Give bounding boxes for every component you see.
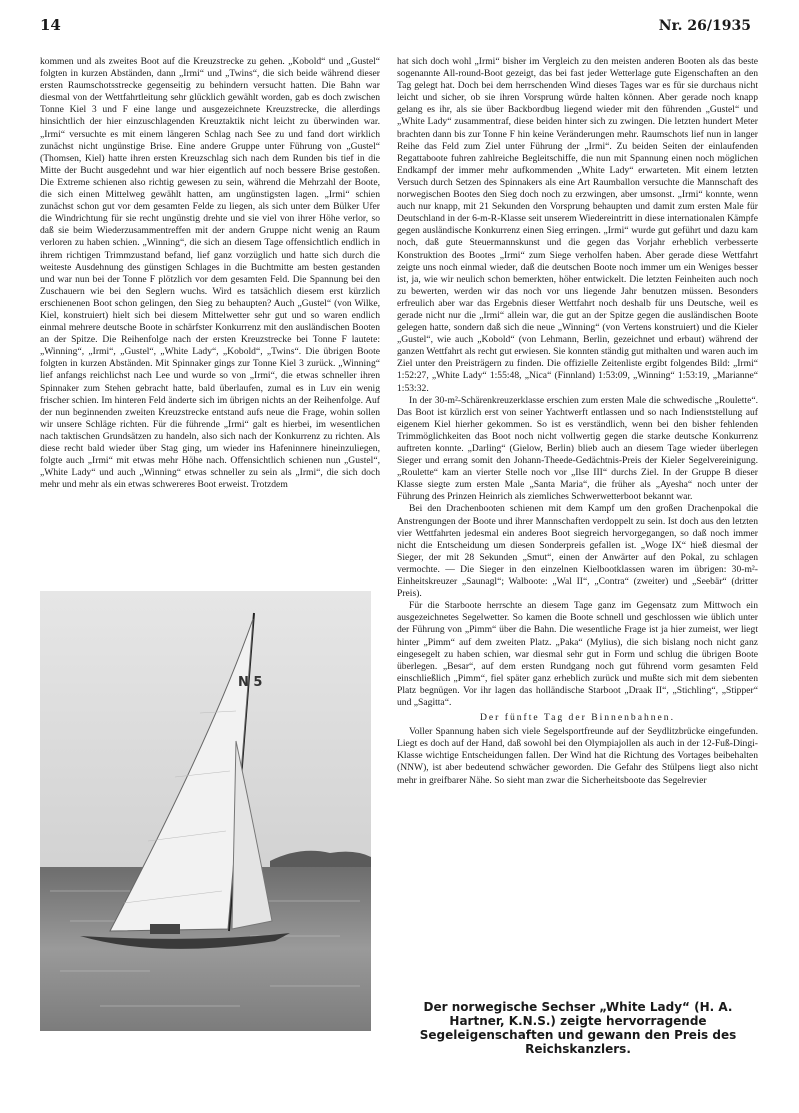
paragraph: hat sich doch wohl „Irmi“ bisher im Vergleich zu den meisten anderen Booten als das beste sogenannte All-round-Boot gezeigt, das bei fast jeder Wetterlage gute Eigenschaften an den Tag gelegt hat. Doch bei dem herrschenden Wind dieses Tages war es für sie durchaus nicht leicht und sicher, ob sie ihren Vorsprung würde halten können. Aber gerade noch knapp gelang es ihr, als sie über Backbordbug liegend wieder mit den führenden „Gustel“ und „White Lady“ zusammentraf, diese beiden hinter sich zu zwingen. Die letzten hundert Meter brachten dann bis zur Tonne F hin keine Veränderungen mehr. Raumschots lief nun in langer Reihe das Feld zum Ziel unter Führung der „Irmi“. Zu beiden Seiten der einlaufenden Regattaboote fuhren zahlreiche Begleitschiffe, die nun mit Spannung einen noch möglichen Endkampf der immer mehr aufkommenden „White Lady“ erwarteten. Mit einem letzten Versuch durch Setzen des Spinnakers als eine Art Raumballon versuchte die Mannschaft des norwegischen Bootes den Sieg doch noch zu erzwingen, aber umsonst. „Irmi“ konnte, wenn auch nur knapp, mit 21 Sekunden den Vorsprung behaupten und damit zum ersten Male für Deutschland in der 6-m-R-Klasse seit unserem Wiedereintritt in diese internationalen Kämpfe gegen ausländische Konkurrenz einen Sieg erringen. „Irmi“ wurde gut geführt und dazu kam noch, daß gute Steuermannskunst und die gegen das Vorjahr erheblich verbesserte Konstruktion des Bootes „Irmi“ zum Siege verholfen haben. Aber gerade diese Wettfahrt zeigte uns noch einmal wieder, daß die deutschen Boote noch immer um ein Weniges besser ist, ja, wie wir neulich schon bemerkten, höher entwickelt. Die letzten Feinheiten auch noch zu bewerten, werden wir das noch vor uns liegende Jahr benutzen müssen. Besonders erfreulich aber war das Ergebnis dieser Wettfahrt noch deshalb für uns Deutsche, weil es gerade nicht nur die „Irmi“ allein war, die gut an der Spitze gegen die ausländischen Boote gelegen hatte, sondern daß sich die neue „Winning“ (von Vertens konstruiert) und die Kieler „Gustel“, wie auch „Kobold“ (von Lehmann, Berlin, gezeichnet und erbaut) während der ganzen Wettfahrt als recht gut erwiesen. Sie konnten ständig gut mithalten und waren auch im Ziel unter den Preisträgern zu finden. Die offizielle Zeitenliste ergibt folgendes Bild: „Irmi“ 1:52:27, „White Lady“ 1:55:48, „Nica“ (Finnland) 1:53:09, „Winning“ 1:53:19, „Marianne“ 1:53:32. — [397, 56, 758, 394]
left-column — [40, 56, 380, 491]
paragraph: Für die Starboote herrschte an diesem Tage ganz im Gegensatz zum Mittwoch ein ausgezeichnetes Segelwetter. So kamen die Boote schnell und geschlossen wie üblich unter der Führung von „Pimm“ über die Bahn. Die wesentliche Frage ist ja hier zumeist, wer liegt hinter „Pimm“ auf dem zweiten Platz. „Paka“ (Mylius), die sich bislang noch nicht ganz eingesegelt zu haben schien, war diesmal sehr gut in Form und schlug die übrigen Boote überlegen. „Besar“, auf dem ersten Rundgang noch gut führend vorm gesamten Feld einschließlich „Pimm“, fiel später ganz erheblich zurück und mußte sich mit dem siebenten Platz begnügen. Vor ihr lagen das holländische Starboot „Draak II“, „Stichling“, „Stipper“ und „Sagitta“. — [397, 600, 758, 708]
section-heading: Der fünfte Tag der Binnenbahnen. — [479, 712, 676, 724]
paragraph: kommen und als zweites Boot auf die Kreuzstrecke zu gehen. „Kobold“ und „Gustel“ folgten in kurzen Abständen, dann „Irmi“ und „Twins“, die sich beide während dieser ersten Raumschotsstrecke gegenseitig zu behindern versucht hatten. Die Bahn war diesmal von der Wettfahrtleitung sehr glücklich gewählt worden, gab es doch zwischen Tonne Kiel 3 und F eine lange und ausgezeichnete Kreuzstrecke, die allerdings hinsichtlich der hier einzuschlagenden Kreuztaktik nicht leicht zu überwinden war. „Irmi“ versuchte es mit einem längeren Schlag nach See zu und fand dort wirklich zunächst nicht ungünstige Brise. Eine andere Gruppe unter Führung von „Gustel“ (Thomsen, Kiel) hatte ihren ersten Kreuzschlag sich nach dem Runden bis tief in die Mitte der Bucht ausgedehnt und war hier eigentlich auf noch bessere Brise gestoßen. Die Extreme schienen also richtig gewesen zu sein, während die Mehrzahl der Boote, die sich einen Mittelweg gewählt hatten, am ungünstigsten lagen. „Irmi“ schien zunächst schon gut vor dem gesamten Felde zu liegen, als sich unter dem Bülker Ufer die Windrichtung für sie recht ungünstig drehte und sie viel von ihrer Höhe verlor, so daß sie beim Wiederzusammentreffen mit der andern Gruppe nicht wenig an Raum verloren zu haben schien. „Winning“, die sich an diesem Tage offensichtlich endlich in ihrem richtigen Trimmzustand befand, lief ganz vorzüglich und hatte sich durch die weiteste Ausdehnung des günstigen Schlages in die Buchtmitte am besten gestanden und war nun bei der Tonne F plötzlich vor dem gesamten Feld. Die Spannung bei den Zuschauern wie bei den Seglern wuchs. Wird es tatsächlich diesem erst kürzlich erschienenen Boot schon gelingen, den Sieg zu behaupten? Auch „Gustel“ (von Wilke, Kiel, konstruiert) hielt sich bei diesem Mittelwetter sehr gut und so waren endlich einmal mehrere deutsche Boote in schärfster Konkurrenz mit den ausländischen Booten an der Spitze. Die Reihenfolge nach der ersten Kreuzstrecke bei Tonne F lautete: „Winning“, „Irmi“, „Gustel“, „White Lady“, „Kobold“, „Twins“. Die übrigen Boote folgten in kurzen Abständen. Mit Spinnaker gings zur Tonne Kiel 3 zurück. „Winning“ lief anfangs reichlichst nach Lee und wurde so von „Irmi“, die etwas schneller ihren Spinnaker zum Stehen gebracht hatte, bald überlaufen, zumal es in Luv ein wenig frischer schien. Im hinteren Feld änderte sich im übrigen nichts an der Reihenfolge. Auf der nun beginnenden zweiten Kreuzstrecke entstand aufs neue die Frage, wohin sollen wir unsere Schläge richten. Für die führende „Irmi“ galt es hierbei, im wesentlichen nach taktischen Grundsätzen zu handeln, also sich nach der Konkurrenz zu richten. Als diese recht bald wieder über Stag ging, um wieder ins Hafeninnere hineinzuliegen, folgte auch „Irmi“ mit etwas mehr Höhe nach. Offensichtlich schienen nun „Gustel“, „White Lady“ und auch „Winning“ etwas schneller zu sein als „Irmi“, die sich doch mehr und mehr als ein etwas schwereres Boot erweist. Trotzdem — [40, 56, 380, 491]
photo-caption: Der norwegische Sechser „White Lady“ (H. A. Hartner, K.N.S.) zeigte hervorragende Segeleigenschaften und gewann den Preis des Reichskanzlers. — [419, 1000, 737, 1056]
paragraph: Bei den Drachenbooten schienen mit dem Kampf um den großen Drachenpokal die Anstrengungen der Boote und ihrer Mannschaften verdoppelt zu sein. Ist doch aus den letzten vier Wettfahrten jedesmal ein anderes Boot siegreich hervorgegangen, so daß noch immer nicht die Entscheidung um diesen Sonderpreis gefallen ist. „Woge IX“ hieß diesmal der Sieger, der mit 28 Sekunden „Smut“, einen der Anwärter auf den Pokal, zu schlagen vermochte. — Die Sieger in den einzelnen Kielbootklassen waren im übrigen: 30-m²-Einheitskreuzer „Saunagl“; Walboote: „Wal II“, „Contra“ (zweiter) und „Seebär“ (dritter Preis). — [397, 503, 758, 600]
sailboat-photo — [40, 591, 371, 1031]
paragraph: Voller Spannung haben sich viele Segelsportfreunde auf der Seydlitzbrücke eingefunden. Liegt es doch auf der Hand, daß sowohl bei den Olympiajollen als auch in der 12-Fuß-Dingi-Klasse wichtige Entscheidungen fallen. Der Wind hat die Richtung des Vortages beibehalten (NNW), ist aber bedeutend schwächer geworden. Die Gefahr des Stülpens liegt also nicht mehr in greifbarer Nähe. So sieht man zwar die Sicherheitsboote das Segelrevier — [397, 726, 758, 786]
issue-number: Nr. 26/1935 — [658, 18, 751, 34]
right-column — [397, 56, 758, 787]
page-number: 14 — [40, 16, 61, 34]
paragraph: In der 30-m²-Schärenkreuzerklasse erschien zum ersten Male die schwedische „Roulette“. Das Boot ist kürzlich erst von seiner Yachtwerft entlassen und so nach Indienststellung auf eigenem Kiel hierher gekommen. So ist es verständlich, wenn bei den bisher fehlenden Trimmöglichkeiten das Boot noch nicht vollwertig gegen die starke deutsche Konkurrenz auftreten konnte. „Darling“ (Gielow, Berlin) blieb auch an diesem Tage wieder überlegen Sieger und errang somit den Johann-Theede-Gedächtnis-Preis der Kieler Segelvereinigung. „Roulette“ kam an vierter Stelle noch vor „Ilse III“ durchs Ziel. In der Gruppe B dieser Klasse siegte zum ersten Male „Santa Maria“, die früher als „Ayesha“ noch unter der Führung des Prinzen Heinrich als ziemliches Schwerwetterboot bekannt war. — [397, 394, 758, 503]
sail-number: N 5 — [238, 675, 263, 690]
sailboat-image — [40, 591, 371, 1031]
